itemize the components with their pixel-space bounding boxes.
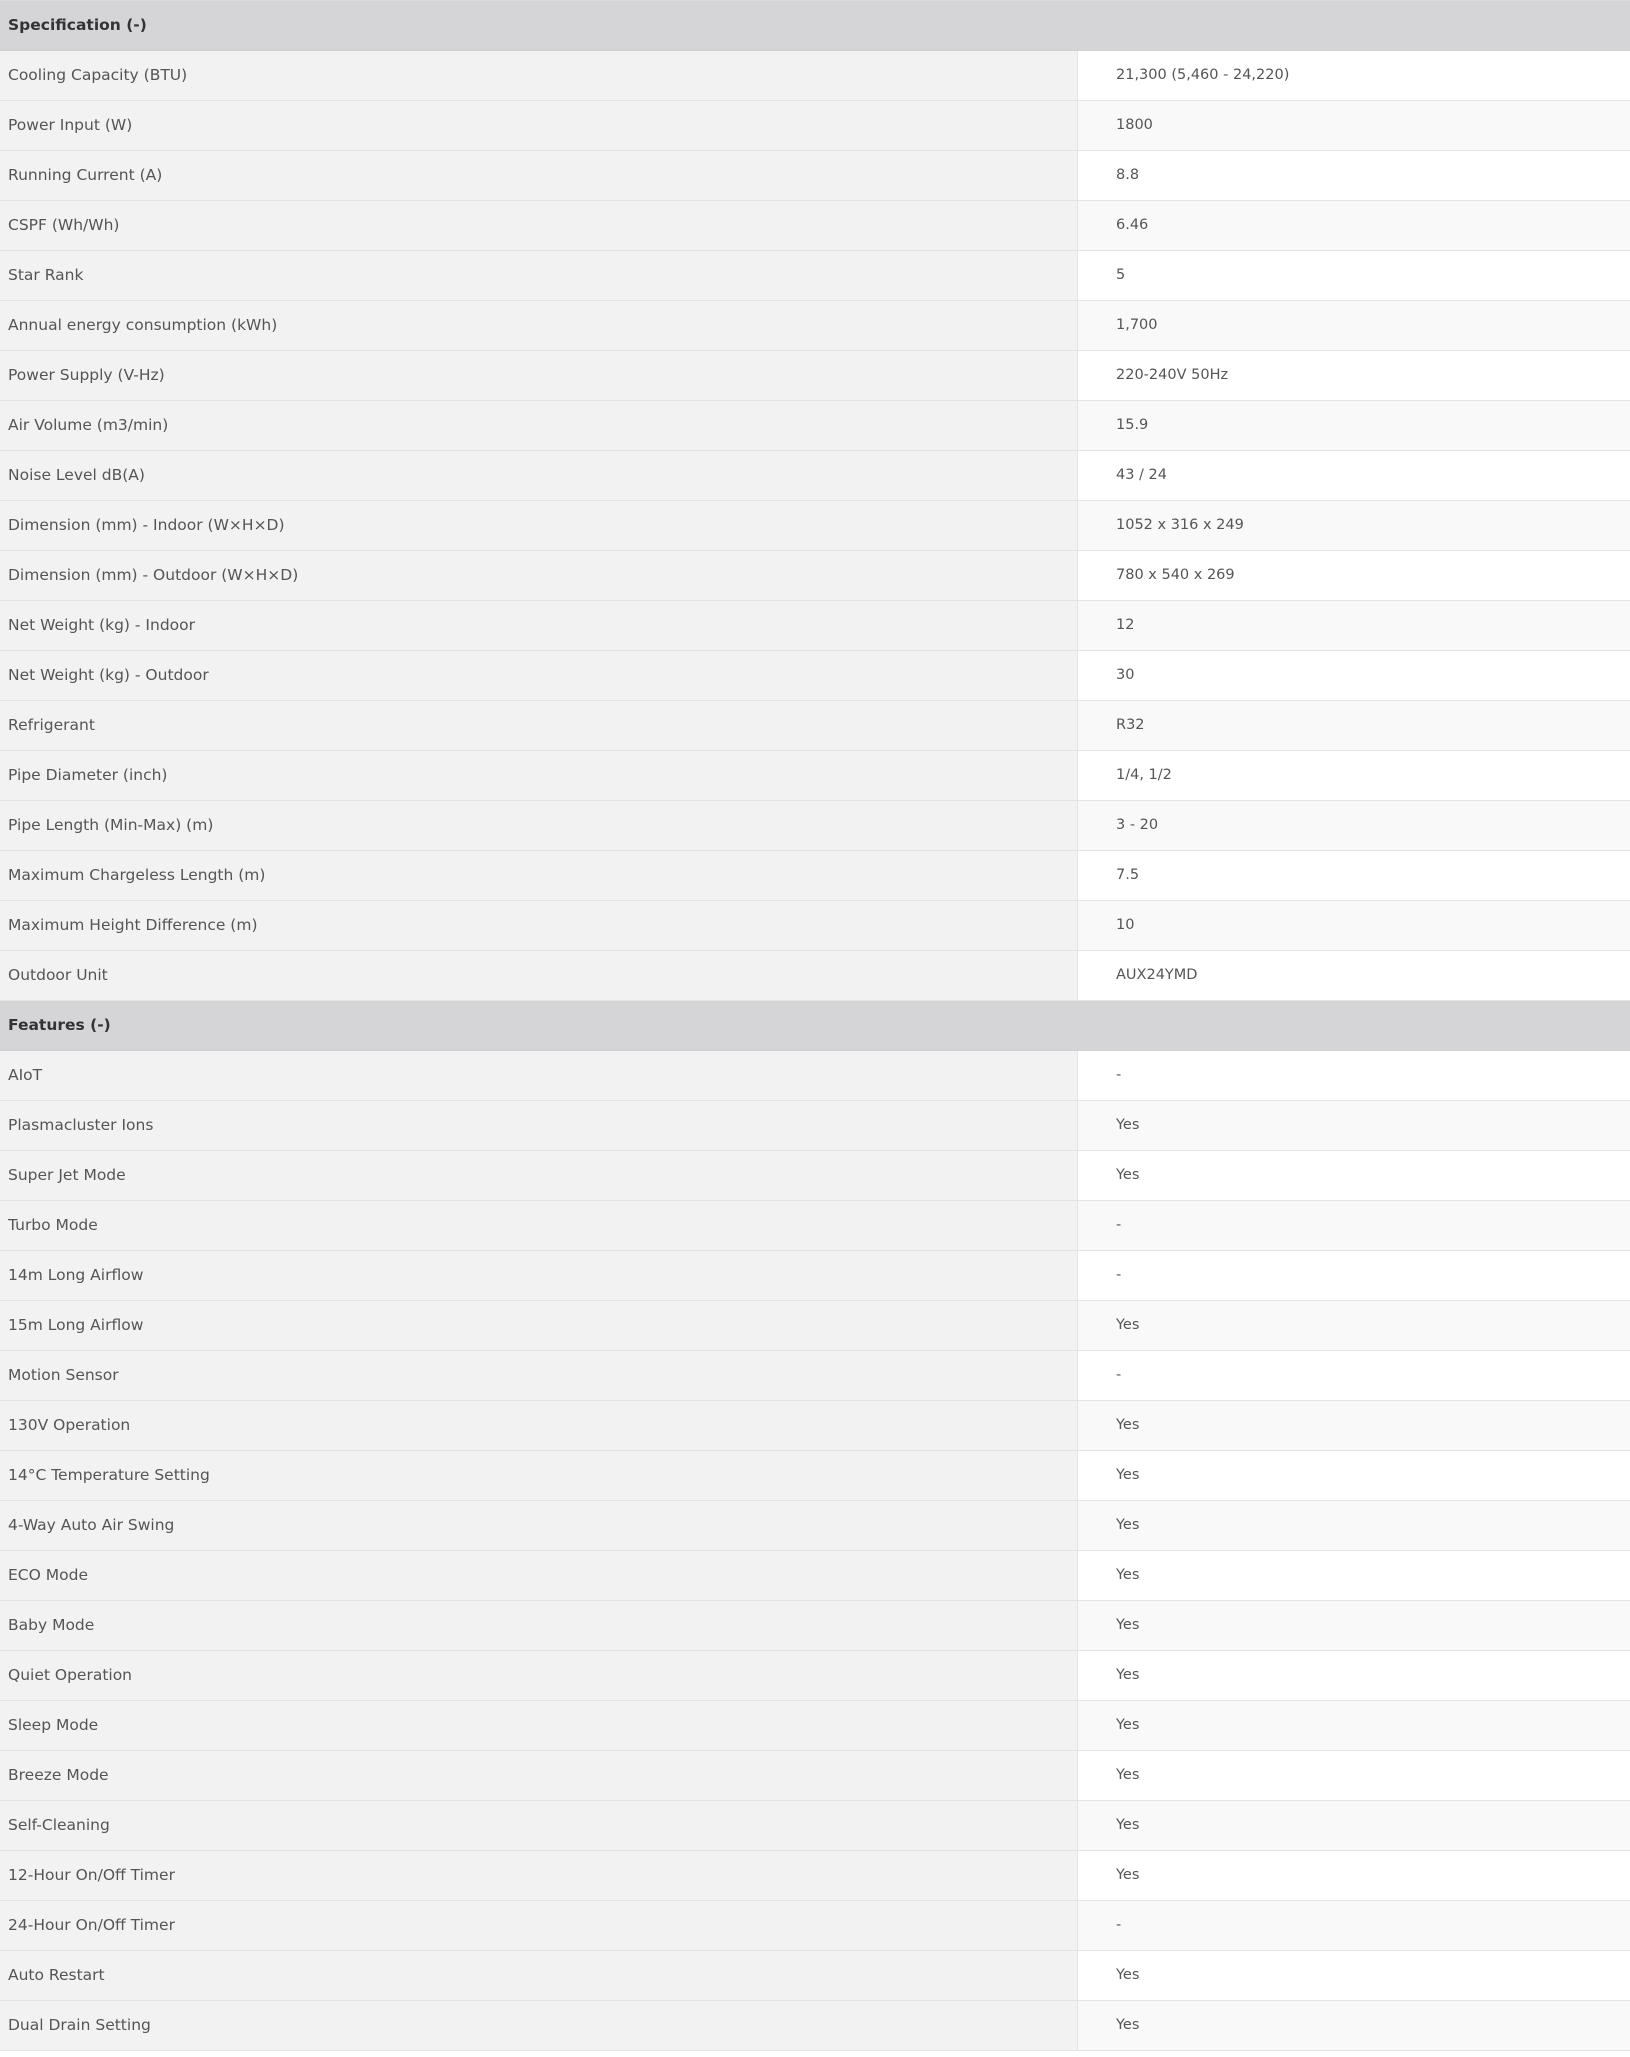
spec-value: Yes: [1078, 1951, 1630, 2000]
table-row: [0, 2001, 1630, 2051]
spec-value: Yes: [1078, 1151, 1630, 1200]
spec-value: Yes: [1078, 1601, 1630, 1650]
table-row: [0, 1651, 1630, 1701]
spec-value: Yes: [1078, 1651, 1630, 1700]
spec-label: Star Rank: [0, 251, 1078, 300]
table-row: [0, 1301, 1630, 1351]
spec-label: Cooling Capacity (BTU): [0, 51, 1078, 100]
spec-value: Yes: [1078, 1701, 1630, 1750]
table-row: [0, 1951, 1630, 2001]
spec-value: 220-240V 50Hz: [1078, 351, 1630, 400]
spec-value: 1800: [1078, 101, 1630, 150]
spec-value: 30: [1078, 651, 1630, 700]
spec-value: 21,300 (5,460 - 24,220): [1078, 51, 1630, 100]
spec-label: Self-Cleaning: [0, 1801, 1078, 1850]
spec-value: Yes: [1078, 1401, 1630, 1450]
table-row: [0, 1201, 1630, 1251]
spec-label: Baby Mode: [0, 1601, 1078, 1650]
table-row: [0, 201, 1630, 251]
table-row: [0, 951, 1630, 1001]
spec-label: ECO Mode: [0, 1551, 1078, 1600]
table-row: [0, 1751, 1630, 1801]
table-row: [0, 1501, 1630, 1551]
table-row: [0, 1101, 1630, 1151]
table-row: [0, 701, 1630, 751]
spec-value: Yes: [1078, 1551, 1630, 1600]
spec-label: 12-Hour On/Off Timer: [0, 1851, 1078, 1900]
spec-label: Dual Drain Setting: [0, 2001, 1078, 2050]
spec-value: 8.8: [1078, 151, 1630, 200]
table-row: [0, 101, 1630, 151]
table-row: [0, 1151, 1630, 1201]
spec-value: Yes: [1078, 1501, 1630, 1550]
table-row: [0, 1351, 1630, 1401]
spec-value: 6.46: [1078, 201, 1630, 250]
spec-label: 130V Operation: [0, 1401, 1078, 1450]
spec-value: AUX24YMD: [1078, 951, 1630, 1000]
spec-label: Power Supply (V-Hz): [0, 351, 1078, 400]
table-row: [0, 601, 1630, 651]
table-row: [0, 1601, 1630, 1651]
section-header: Features (-): [0, 1001, 1630, 1051]
spec-label: Maximum Height Difference (m): [0, 901, 1078, 950]
spec-label: Net Weight (kg) - Indoor: [0, 601, 1078, 650]
table-row: [0, 401, 1630, 451]
spec-label: 24-Hour On/Off Timer: [0, 1901, 1078, 1950]
spec-label: Maximum Chargeless Length (m): [0, 851, 1078, 900]
table-row: [0, 251, 1630, 301]
spec-label: AIoT: [0, 1051, 1078, 1100]
spec-value: -: [1078, 1201, 1630, 1250]
spec-label: Auto Restart: [0, 1951, 1078, 2000]
table-row: [0, 1251, 1630, 1301]
spec-label: Sleep Mode: [0, 1701, 1078, 1750]
spec-value: -: [1078, 1351, 1630, 1400]
table-row: [0, 501, 1630, 551]
table-row: [0, 651, 1630, 701]
spec-label: Motion Sensor: [0, 1351, 1078, 1400]
spec-label: Annual energy consumption (kWh): [0, 301, 1078, 350]
table-row: [0, 1901, 1630, 1951]
spec-label: Air Volume (m3/min): [0, 401, 1078, 450]
spec-value: 1,700: [1078, 301, 1630, 350]
spec-label: Net Weight (kg) - Outdoor: [0, 651, 1078, 700]
spec-value: Yes: [1078, 1101, 1630, 1150]
table-row: [0, 551, 1630, 601]
spec-label: 15m Long Airflow: [0, 1301, 1078, 1350]
table-row: [0, 1051, 1630, 1101]
spec-label: Pipe Length (Min-Max) (m): [0, 801, 1078, 850]
spec-value: Yes: [1078, 2001, 1630, 2050]
spec-value: Yes: [1078, 1751, 1630, 1800]
table-row: [0, 351, 1630, 401]
spec-value: 1052 x 316 x 249: [1078, 501, 1630, 550]
table-row: [0, 1851, 1630, 1901]
spec-label: 4-Way Auto Air Swing: [0, 1501, 1078, 1550]
spec-label: Dimension (mm) - Indoor (W×H×D): [0, 501, 1078, 550]
spec-value: 10: [1078, 901, 1630, 950]
table-row: [0, 751, 1630, 801]
table-row: [0, 901, 1630, 951]
spec-label: Refrigerant: [0, 701, 1078, 750]
spec-label: Turbo Mode: [0, 1201, 1078, 1250]
spec-value: Yes: [1078, 1451, 1630, 1500]
table-row: [0, 1701, 1630, 1751]
spec-value: R32: [1078, 701, 1630, 750]
table-row: [0, 51, 1630, 101]
table-row: [0, 851, 1630, 901]
spec-value: Yes: [1078, 1801, 1630, 1850]
spec-label: 14°C Temperature Setting: [0, 1451, 1078, 1500]
spec-value: -: [1078, 1901, 1630, 1950]
spec-label: CSPF (Wh/Wh): [0, 201, 1078, 250]
table-row: [0, 301, 1630, 351]
spec-value: 5: [1078, 251, 1630, 300]
table-row: [0, 151, 1630, 201]
spec-label: Dimension (mm) - Outdoor (W×H×D): [0, 551, 1078, 600]
spec-value: Yes: [1078, 1851, 1630, 1900]
spec-label: Plasmacluster Ions: [0, 1101, 1078, 1150]
table-row: [0, 801, 1630, 851]
spec-label: Running Current (A): [0, 151, 1078, 200]
spec-label: Power Input (W): [0, 101, 1078, 150]
table-row: [0, 1401, 1630, 1451]
spec-value: 43 / 24: [1078, 451, 1630, 500]
table-row: [0, 1801, 1630, 1851]
spec-value: -: [1078, 1251, 1630, 1300]
table-row: [0, 1451, 1630, 1501]
spec-value: 3 - 20: [1078, 801, 1630, 850]
spec-value: -: [1078, 1051, 1630, 1100]
section-header: Specification (-): [0, 1, 1630, 51]
spec-value: 1/4, 1/2: [1078, 751, 1630, 800]
spec-label: 14m Long Airflow: [0, 1251, 1078, 1300]
spec-value: Yes: [1078, 1301, 1630, 1350]
table-row: [0, 451, 1630, 501]
spec-label: Breeze Mode: [0, 1751, 1078, 1800]
spec-value: 780 x 540 x 269: [1078, 551, 1630, 600]
spec-label: Pipe Diameter (inch): [0, 751, 1078, 800]
spec-label: Outdoor Unit: [0, 951, 1078, 1000]
spec-label: Super Jet Mode: [0, 1151, 1078, 1200]
spec-value: 15.9: [1078, 401, 1630, 450]
spec-value: 7.5: [1078, 851, 1630, 900]
table-row: [0, 1551, 1630, 1601]
spec-label: Quiet Operation: [0, 1651, 1078, 1700]
spec-label: Noise Level dB(A): [0, 451, 1078, 500]
spec-value: 12: [1078, 601, 1630, 650]
